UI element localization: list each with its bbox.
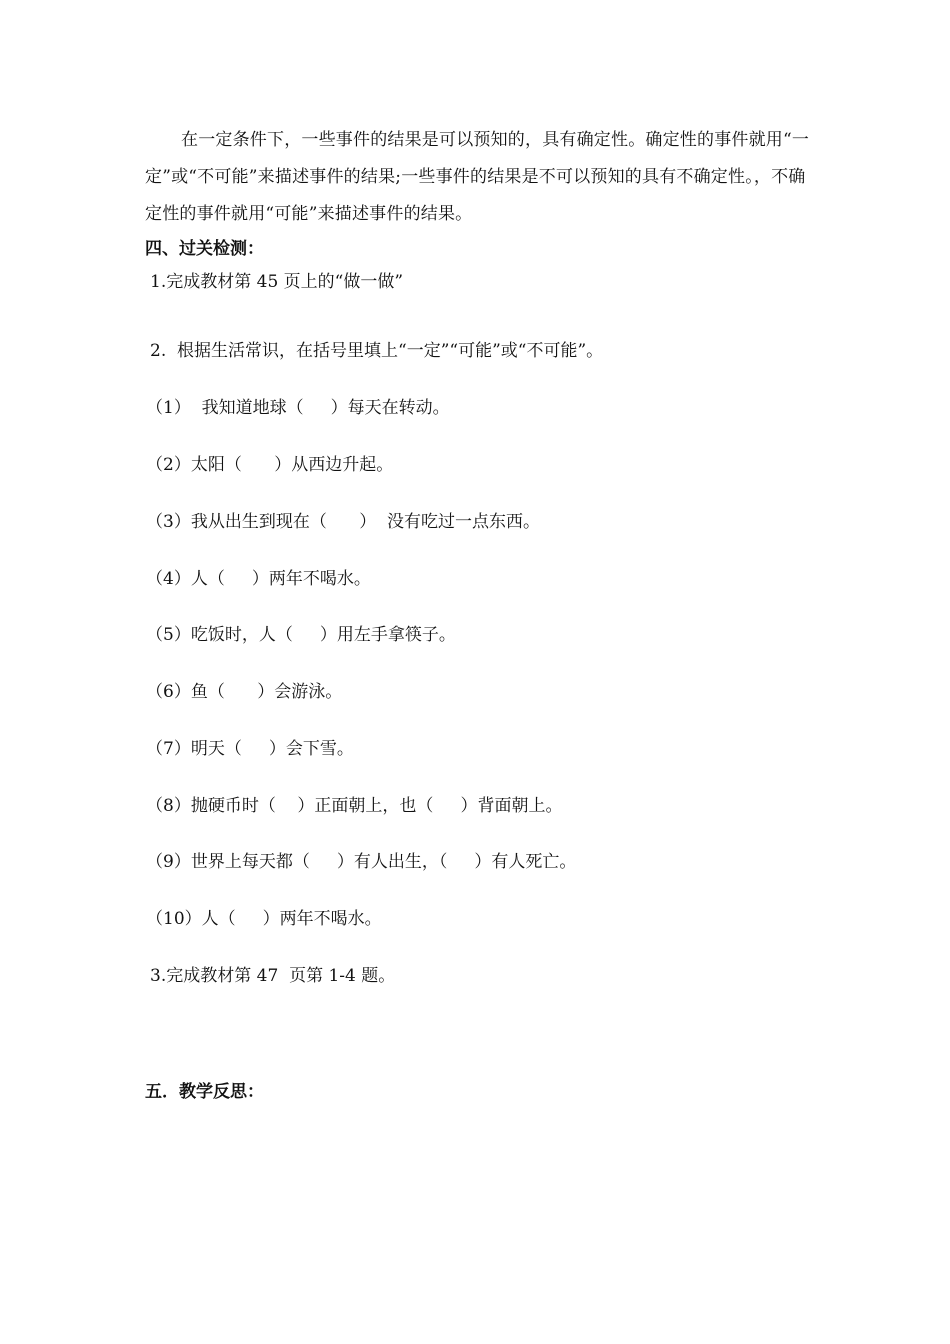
section-4-heading: 四、过关检测： xyxy=(145,239,264,259)
intro-paragraph: 在一定条件下，一些事件的结果是可以预知的，具有确定性。确定性的事件就用“一定”或“不可能”来描述事件的结果;一些事件的结果是不可以预知的具有不确定性。，不确定性的事件就用“可能”来描述事件的结果。 xyxy=(145,130,810,224)
question-item-9: （9）世界上每天都（ ）有人出生，（ ）有人死亡。 xyxy=(146,852,577,872)
question-item-3: （3）我从出生到现在（ ） 没有吃过一点东西。 xyxy=(146,512,541,532)
question-item-8: （8）抛硬币时（ ）正面朝上，也（ ）背面朝上。 xyxy=(146,796,563,816)
question-item-10: （10）人（ ）两年不喝水。 xyxy=(146,909,382,929)
section-5-heading: 五．教学反思： xyxy=(145,1082,264,1102)
question-item-2: （2）太阳（ ）从西边升起。 xyxy=(146,455,394,475)
question-item-4: （4）人（ ）两年不喝水。 xyxy=(146,569,371,589)
task-3: 3.完成教材第 47 页第 1-4 题。 xyxy=(150,966,396,986)
question-item-6: （6）鱼（ ）会游泳。 xyxy=(146,682,343,702)
task-2: 2. 根据生活常识，在括号里填上“一定”“可能”或“不可能”。 xyxy=(150,341,604,361)
question-item-7: （7）明天（ ）会下雪。 xyxy=(146,739,354,759)
task-1: 1.完成教材第 45 页上的“做一做” xyxy=(150,272,404,292)
question-item-1: （1） 我知道地球（ ）每天在转动。 xyxy=(146,398,450,418)
question-item-5: （5）吃饭时，人（ ）用左手拿筷子。 xyxy=(146,625,456,645)
